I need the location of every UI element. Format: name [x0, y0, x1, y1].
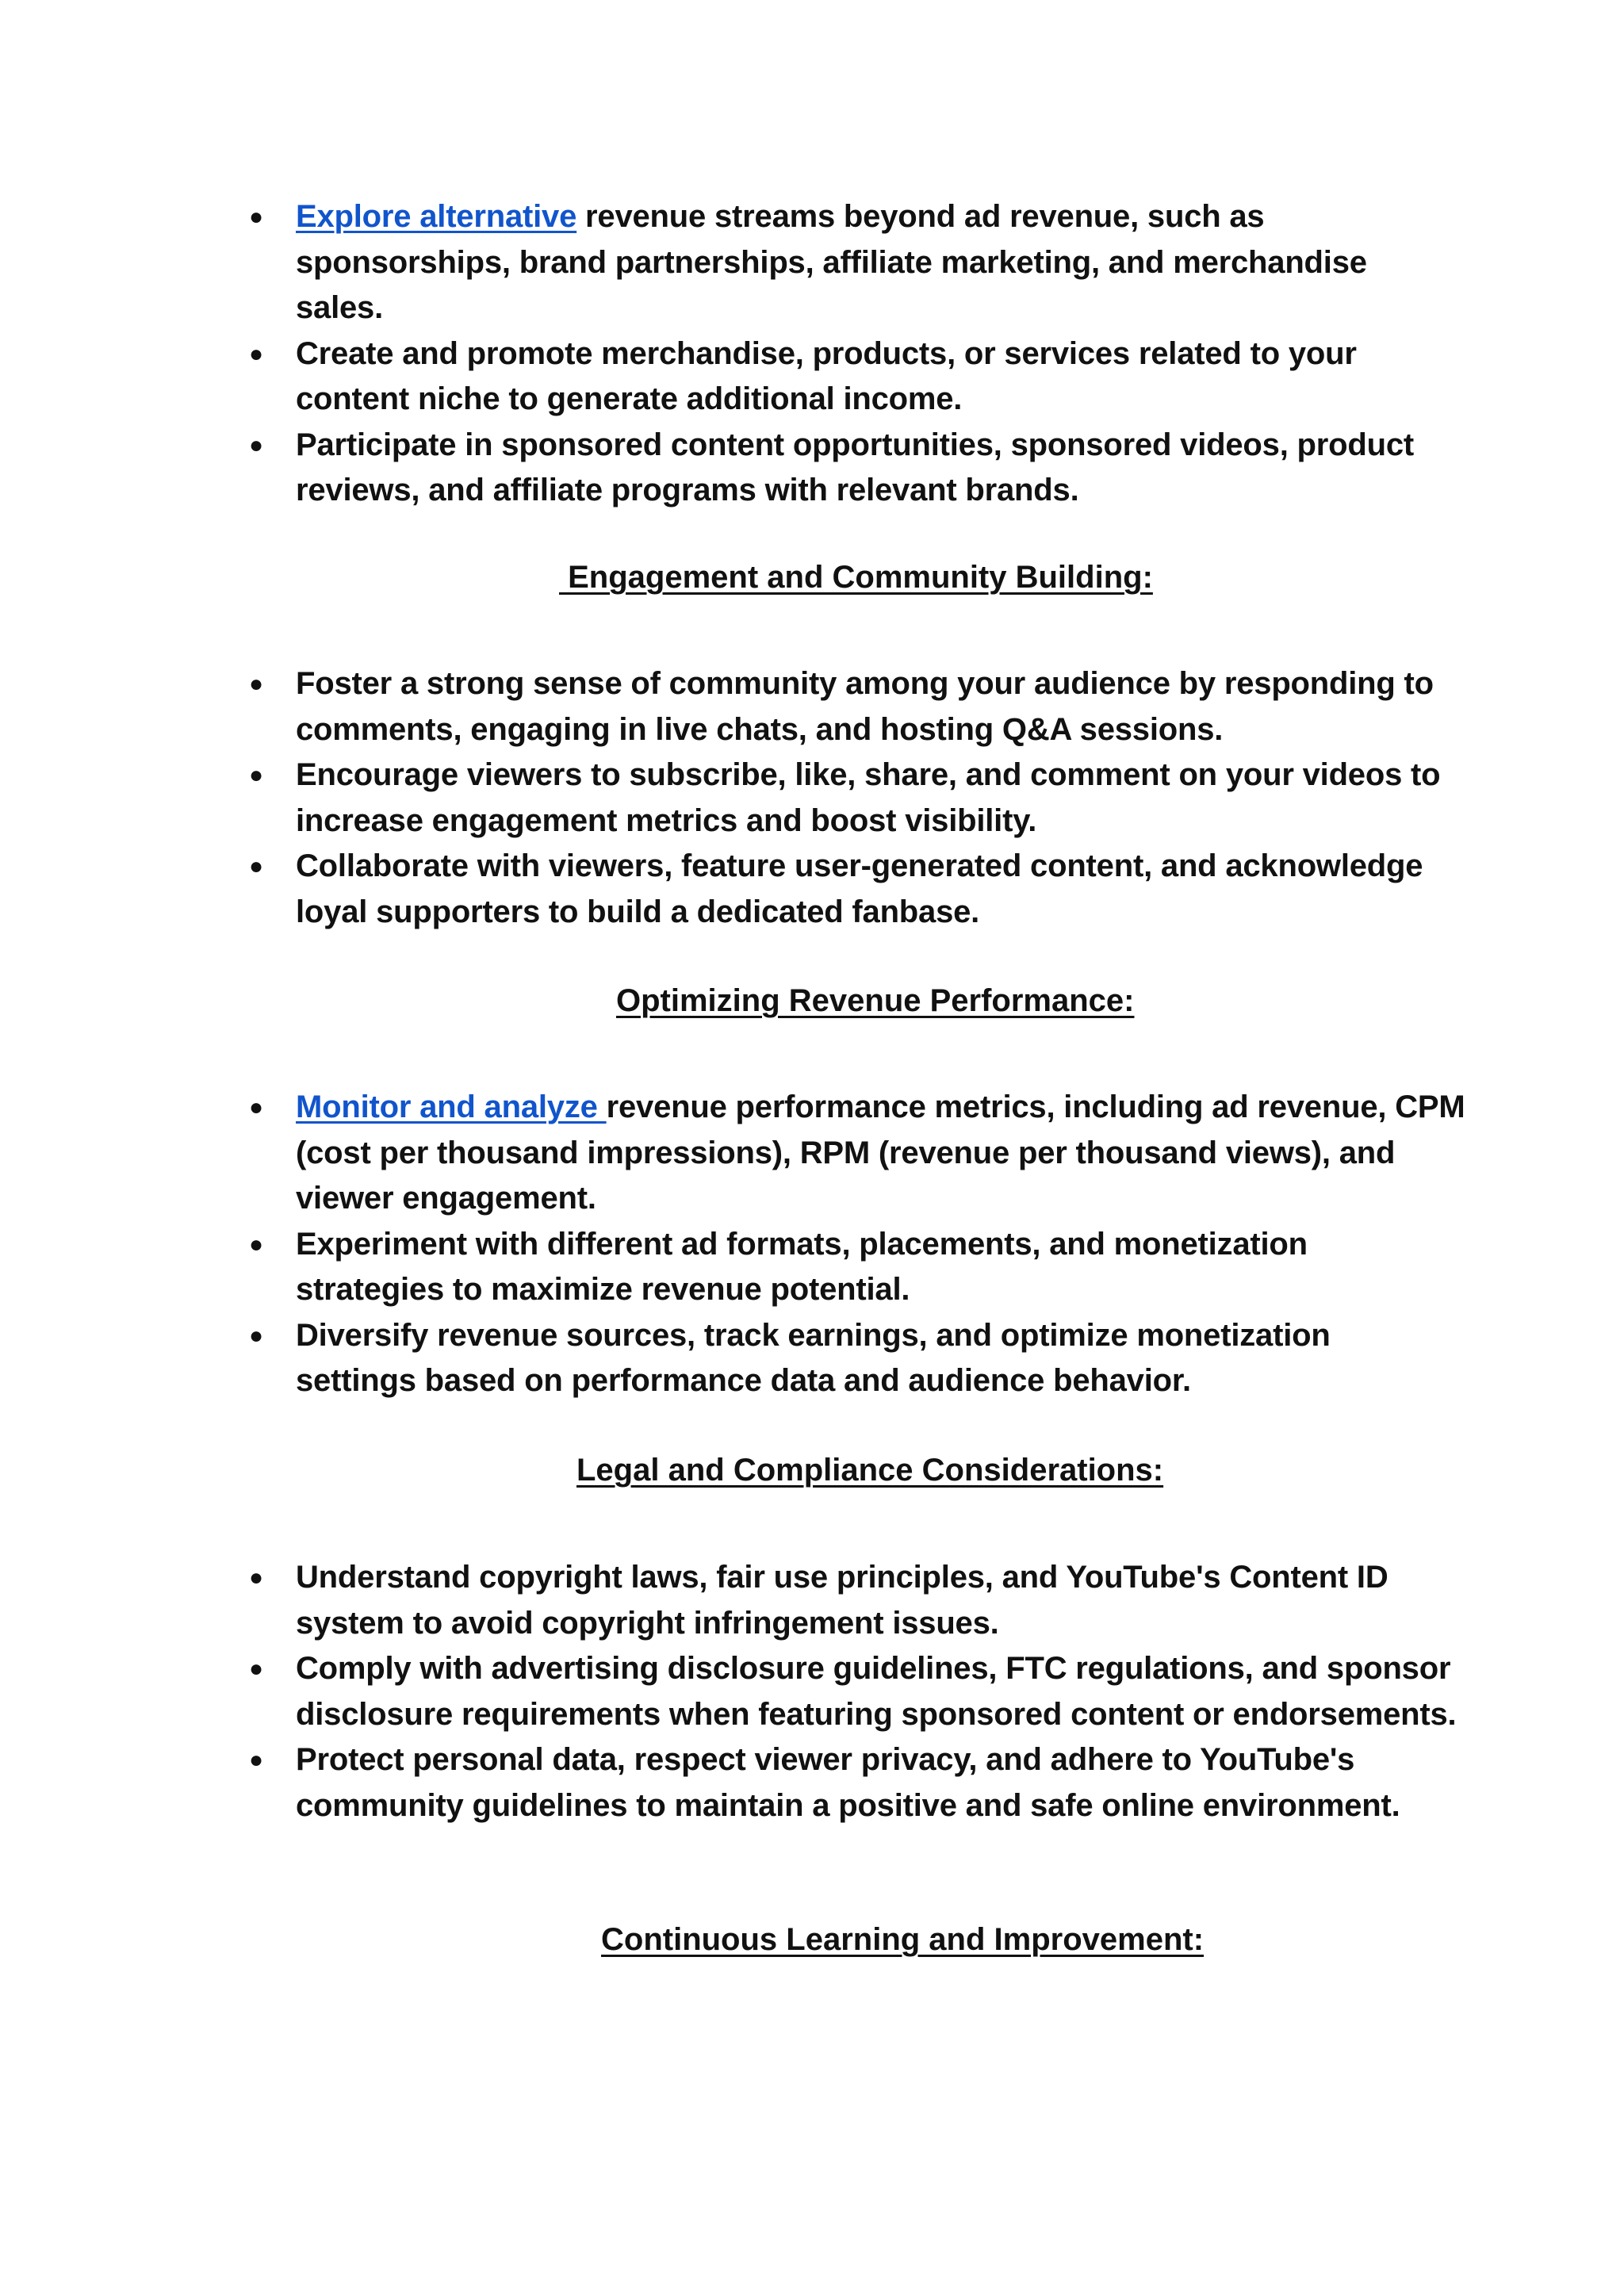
bullet-icon: ● — [249, 1656, 263, 1682]
list-item — [244, 1646, 1485, 1737]
list-item-text: Understand copyright laws, fair use principles, and YouTube's Content ID system to avoid copyright infringement issues. — [296, 1560, 1388, 1641]
bullet-icon: ● — [249, 204, 263, 230]
bullet-icon: ● — [249, 1322, 263, 1349]
list-item — [244, 1555, 1454, 1646]
list-legal — [244, 1555, 1457, 1829]
heading-legal: Legal and Compliance Considerations: — [576, 1453, 1164, 1488]
list-optimizing — [244, 1085, 1465, 1404]
list-item — [244, 423, 1469, 514]
bullet-icon: ● — [249, 1564, 263, 1591]
list-item-text: Foster a strong sense of community among your audience by responding to comments, engaging in live chats, and hosting Q&A sessions. — [296, 666, 1434, 747]
list-item-text: Create and promote merchandise, products, or services related to your content niche to generate additional income. — [296, 335, 1357, 416]
bullet-list — [244, 194, 1434, 514]
bullet-icon: ● — [249, 762, 263, 788]
list-alternative-revenue — [244, 194, 1434, 514]
list-item-text: Comply with advertising disclosure guidelines, FTC regulations, and sponsor disclosure requirements when featuring sponsored content or endorsements. — [296, 1651, 1457, 1732]
list-item — [244, 661, 1485, 753]
heading-engagement: Engagement and Community Building: — [559, 560, 1153, 595]
bullet-icon: ● — [249, 340, 263, 367]
list-item-text: Encourage viewers to subscribe, like, share, and comment on your videos to increase engagement metrics and boost visibility. — [296, 757, 1441, 838]
heading-continuous: Continuous Learning and Improvement: — [601, 1922, 1205, 1957]
bullet-icon: ● — [249, 1231, 263, 1258]
list-item — [244, 194, 1430, 331]
monitor-analyze-link[interactable]: Monitor and analyze — [296, 1090, 607, 1124]
list-item-text: Protect personal data, respect viewer privacy, and adhere to YouTube's community guidelines to maintain a positive and safe online environment. — [296, 1742, 1400, 1823]
list-item-text: revenue performance metrics, including ad revenue, CPM (cost per thousand impressions), RPM (revenue per thousand views), and viewer engagement. — [296, 1090, 1465, 1216]
list-item — [244, 1313, 1430, 1404]
heading-optimizing: Optimizing Revenue Performance: — [616, 983, 1135, 1018]
list-item-text: Collaborate with viewers, feature user-generated content, and acknowledge loyal supporters to build a dedicated fanbase. — [296, 848, 1423, 929]
list-item-text: Diversify revenue sources, track earnings, and optimize monetization settings based on performance data and audience behavior. — [296, 1317, 1331, 1398]
bullet-list — [244, 1555, 1457, 1829]
bullet-icon: ● — [249, 431, 263, 458]
explore-alternative-link[interactable]: Explore alternative — [296, 199, 577, 234]
list-item — [244, 1222, 1422, 1313]
list-item-text: Experiment with different ad formats, placements, and monetization strategies to maximize revenue potential. — [296, 1226, 1308, 1307]
list-item — [244, 331, 1430, 423]
bullet-icon: ● — [249, 671, 263, 697]
bullet-list — [244, 1085, 1465, 1404]
bullet-icon: ● — [249, 853, 263, 879]
list-item-text: revenue streams beyond ad revenue, such as sponsorships, brand partnerships, affiliate marketing, and merchandise sales. — [296, 199, 1367, 325]
bullet-icon: ● — [249, 1094, 263, 1120]
list-engagement — [244, 661, 1441, 935]
list-item — [244, 753, 1485, 844]
list-item-text: Participate in sponsored content opportunities, sponsored videos, product reviews, and affiliate programs with relevant brands. — [296, 427, 1414, 507]
bullet-list — [244, 661, 1441, 935]
bullet-icon: ● — [249, 1747, 263, 1773]
list-item — [244, 1085, 1469, 1222]
list-item — [244, 844, 1485, 935]
list-item — [244, 1737, 1485, 1829]
